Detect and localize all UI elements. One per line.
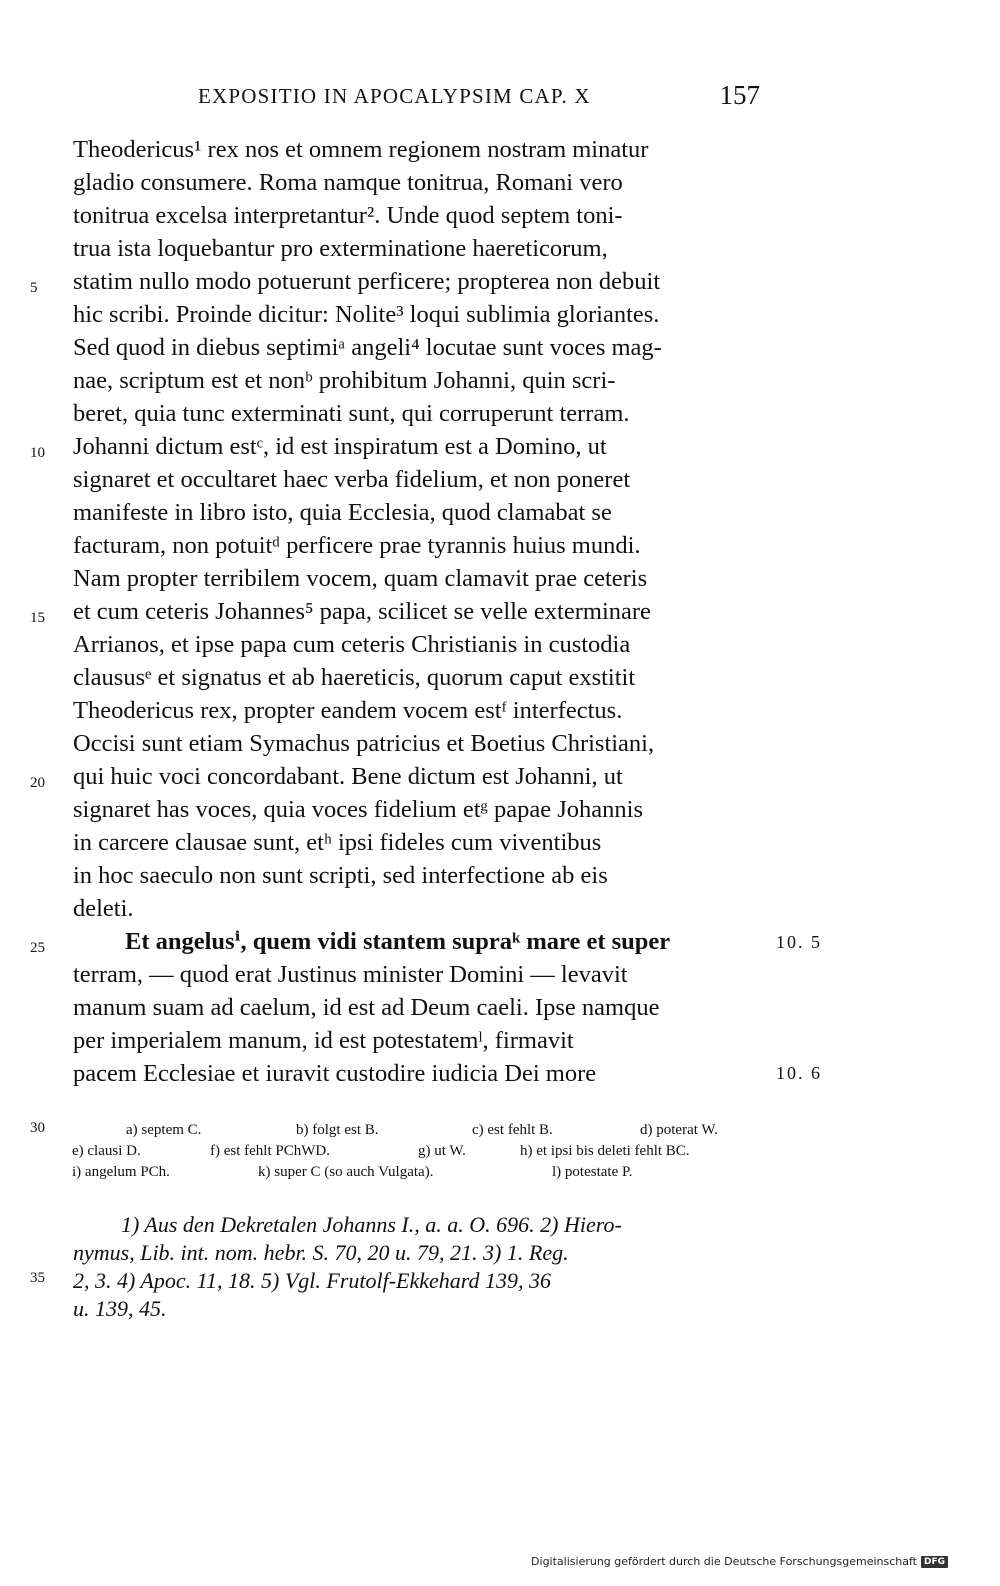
text-line: beret, quia tunc exterminati sunt, qui corruperunt terram. <box>73 400 630 427</box>
text-line: deleti. <box>73 895 134 922</box>
apparatus-note: e) clausi D. <box>72 1143 141 1159</box>
footnote-line: 1) Aus den Dekretalen Johanns I., a. a. O. 696. 2) Hiero- <box>121 1212 622 1237</box>
text-line: Theodericus rex, propter eandem vocem estᶠ interfectus. <box>73 697 623 724</box>
apparatus-note: b) folgt est B. <box>296 1122 379 1138</box>
text-line: signaret has voces, quia voces fidelium etᵍ papae Johannis <box>73 796 644 823</box>
lemma-line: Et angelusⁱ, quem vidi stantem supraᵏ mare et super <box>125 928 671 955</box>
dfg-logo-icon: DFG <box>921 1556 948 1568</box>
text-line: qui huic voci concordabant. Bene dictum est Johanni, ut <box>73 763 623 790</box>
lemma-line: terram, — quod erat Justinus minister Domini — levavit <box>73 961 628 988</box>
line-number: 35 <box>30 1270 45 1286</box>
text-line: tonitrua excelsa interpretantur². Unde quod septem toni- <box>73 202 623 229</box>
apparatus-note: k) super C (so auch Vulgata). <box>258 1164 434 1180</box>
running-title: EXPOSITIO IN APOCALYPSIM CAP. X <box>198 84 591 108</box>
margin-reference: 10. 6 <box>776 1063 822 1083</box>
digitization-credit <box>531 1555 948 1568</box>
text-line: in carcere clausae sunt, etʰ ipsi fideles cum viventibus <box>73 829 602 856</box>
text-line: Occisi sunt etiam Symachus patricius et Boetius Christiani, <box>73 730 655 757</box>
text-line: hic scribi. Proinde dicitur: Nolite³ loqui sublimia gloriantes. <box>73 301 660 328</box>
text-line: gladio consumere. Roma namque tonitrua, Romani vero <box>73 169 623 196</box>
text-line: Arrianos, et ipse papa cum ceteris Christianis in custodia <box>73 631 631 658</box>
text-line: Theodericus¹ rex nos et omnem regionem nostram minatur <box>73 136 649 163</box>
footnote-line: nymus, Lib. int. nom. hebr. S. 70, 20 u. 79, 21. 3) 1. Reg. <box>73 1240 569 1265</box>
apparatus-note: f) est fehlt PChWD. <box>210 1143 330 1159</box>
line-number: 30 <box>30 1120 45 1136</box>
lemma-line: manum suam ad caelum, id est ad Deum caeli. Ipse namque <box>73 994 660 1021</box>
text-line: claususᵉ et signatus et ab haereticis, quorum caput exstitit <box>73 664 636 691</box>
line-number: 10 <box>30 445 45 461</box>
apparatus-note: c) est fehlt B. <box>472 1122 553 1138</box>
text-line: trua ista loquebantur pro exterminatione haereticorum, <box>73 235 608 262</box>
text-line: nae, scriptum est et nonᵇ prohibitum Johanni, quin scri- <box>73 367 616 394</box>
text-line: per imperialem manum, id est potestatemˡ, firmavit <box>73 1027 574 1054</box>
text-line: pacem Ecclesiae et iuravit custodire iudicia Dei more <box>73 1060 597 1087</box>
apparatus-note: d) poterat W. <box>640 1122 718 1138</box>
line-number: 15 <box>30 610 45 626</box>
apparatus-note: g) ut W. <box>418 1143 466 1159</box>
apparatus-note: i) angelum PCh. <box>72 1164 170 1180</box>
text-line: statim nullo modo potuerunt perficere; propterea non debuit <box>73 268 661 295</box>
text-line: et cum ceteris Johannes⁵ papa, scilicet se velle exterminare <box>73 598 651 625</box>
apparatus-note: l) potestate P. <box>552 1164 633 1180</box>
credit-text: Digitalisierung gefördert durch die Deutsche Forschungsgemeinschaft <box>531 1555 917 1568</box>
footnote-line: 2, 3. 4) Apoc. 11, 18. 5) Vgl. Frutolf-Ekkehard 139, 36 <box>73 1268 552 1293</box>
text-line: Johanni dictum estᶜ, id est inspiratum est a Domino, ut <box>73 433 607 460</box>
apparatus-note: a) septem C. <box>126 1122 202 1138</box>
line-number: 5 <box>30 280 38 296</box>
margin-reference: 10. 5 <box>776 932 822 952</box>
text-line: Nam propter terribilem vocem, quam clamavit prae ceteris <box>73 565 648 592</box>
text-line: manifeste in libro isto, quia Ecclesia, quod clamabat se <box>73 499 612 526</box>
text-line: Sed quod in diebus septimiᵃ angeli⁴ locutae sunt voces mag- <box>73 334 662 361</box>
page-header <box>60 80 760 114</box>
line-number: 20 <box>30 775 45 791</box>
text-line: in hoc saeculo non sunt scripti, sed interfectione ab eis <box>73 862 608 889</box>
text-line: facturam, non potuitᵈ perficere prae tyrannis huius mundi. <box>73 532 641 559</box>
text-line: signaret et occultaret haec verba fidelium, et non poneret <box>73 466 631 493</box>
apparatus-note: h) et ipsi bis deleti fehlt BC. <box>520 1143 690 1159</box>
line-number: 25 <box>30 940 45 956</box>
footnote-line: u. 139, 45. <box>73 1296 167 1321</box>
page-number: 157 <box>719 80 760 110</box>
